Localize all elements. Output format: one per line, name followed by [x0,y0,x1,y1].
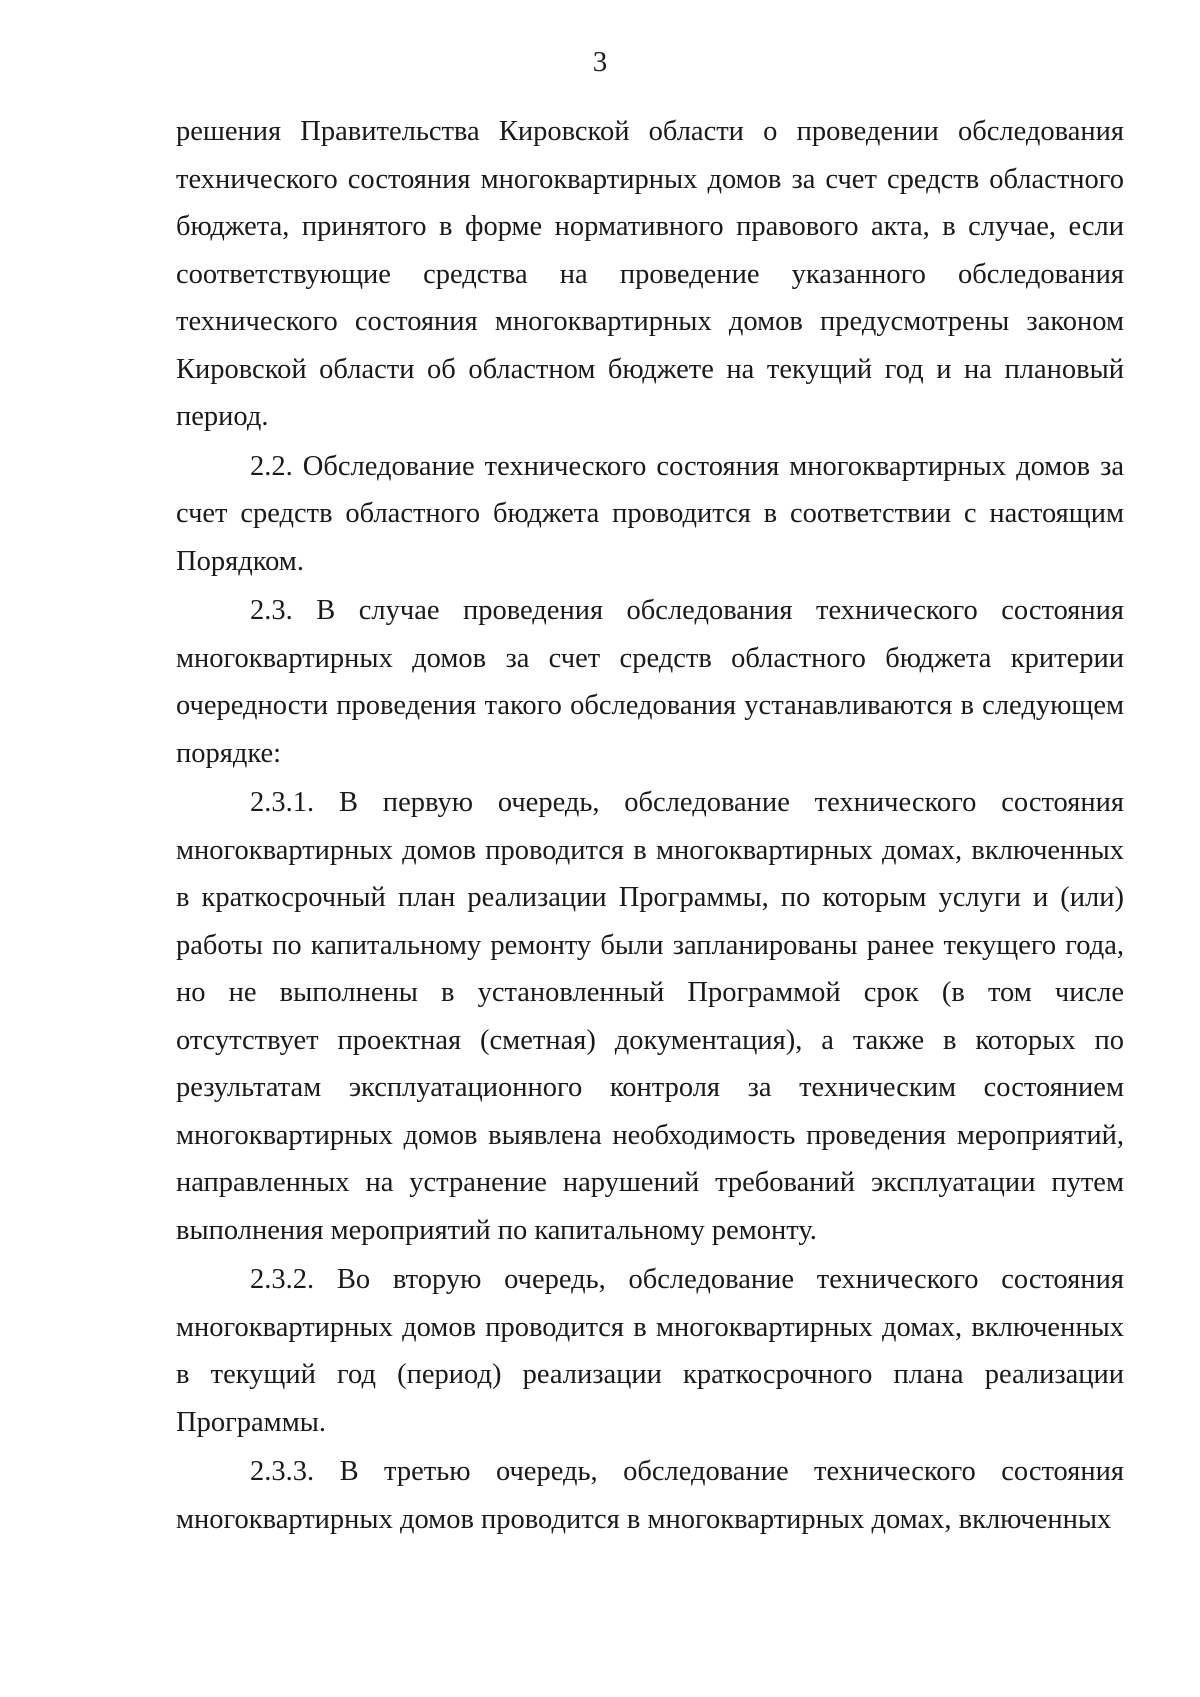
paragraph-2-3-2: 2.3.2. Во вторую очередь, обследование технического состояния многоквартирных домов проводится в многоквартирных домах, включенных в текущий год (период) реализации краткосрочного плана реализации Программы. [176,1264,1124,1438]
paragraph-2-2: 2.2. Обследование технического состояния многоквартирных домов за счет средств областного бюджета проводится в соответствии с настоящим Порядком. [176,450,1124,577]
document-body [176,108,1124,1543]
paragraph-2-3: 2.3. В случае проведения обследования технического состояния многоквартирных домов за счет средств областного бюджета критерии очередности проведения такого обследования устанавливаются в следующем порядке: [176,595,1124,769]
page-number: 3 [592,46,608,78]
paragraph-continuation: решения Правительства Кировской области о проведении обследования технического состояния многоквартирных домов за счет средств областного бюджета, принятого в форме нормативного правового акта, в случае, если соответствующие средства на проведение указанного обследования технического состояния многоквартирных домов предусмотрены законом Кировской области об областном бюджете на текущий год и на плановый период. [176,116,1124,432]
paragraph-2-3-3: 2.3.3. В третью очередь, обследование технического состояния многоквартирных домов проводится в многоквартирных домах, включенных [176,1456,1124,1535]
paragraph-2-3-1: 2.3.1. В первую очередь, обследование технического состояния многоквартирных домов проводится в многоквартирных домах, включенных в краткосрочный план реализации Программы, по которым услуги и (или) работы по капитальному ремонту были запланированы ранее текущего года, но не выполнены в установленный Программой срок (в том числе отсутствует проектная (сметная) документация), а также в которых по результатам эксплуатационного контроля за техническим состоянием многоквартирных домов выявлена необходимость проведения мероприятий, направленных на устранение нарушений требований эксплуатации путем выполнения мероприятий по капитальному ремонту. [176,787,1124,1246]
